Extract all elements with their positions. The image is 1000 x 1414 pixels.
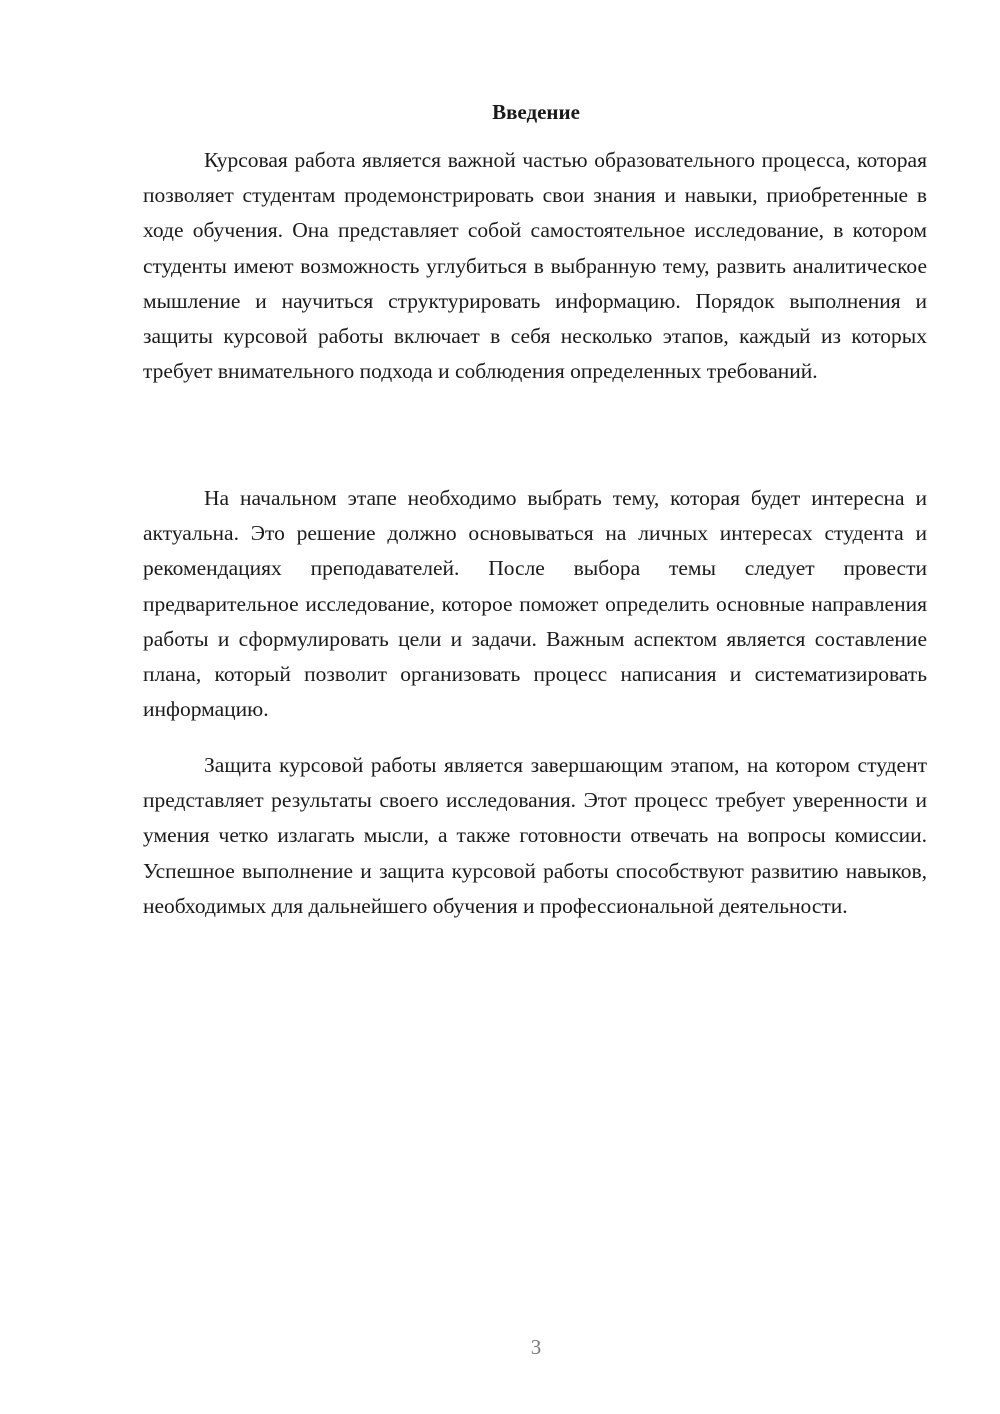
paragraph-intro: Курсовая работа является важной частью образовательного процесса, которая позволяет студентам продемонстрировать свои знания и навыки, приобретенные в ходе обучения. Она представляет собой самостоятельное исследование, в котором студенты имеют возможность углубиться в выбранную тему, развить аналитическое мышление и научиться структурировать информацию. Порядок выполнения и защиты курсовой работы включает в себя несколько этапов, каждый из которых требует внимательного подхода и соблюдения определенных требований. (143, 148, 927, 384)
paragraph-initial-stage: На начальном этапе необходимо выбрать тему, которая будет интересна и актуальна. Это решение должно основываться на личных интересах студента и рекомендациях преподавателей. После выбора темы следует провести предварительное исследование, которое поможет определить основные направления работы и сформулировать цели и задачи. Важным аспектом является составление плана, который позволит организовать процесс написания и систематизировать информацию. (143, 486, 927, 722)
section-heading: Введение (492, 100, 580, 124)
paragraph-defense: Защита курсовой работы является завершающим этапом, на котором студент представляет результаты своего исследования. Этот процесс требует уверенности и умения четко излагать мысли, а также готовности отвечать на вопросы комиссии. Успешное выполнение и защита курсовой работы способствуют развитию навыков, необходимых для дальнейшего обучения и профессиональной деятельности. (143, 753, 927, 918)
page-number: 3 (530, 1335, 542, 1359)
